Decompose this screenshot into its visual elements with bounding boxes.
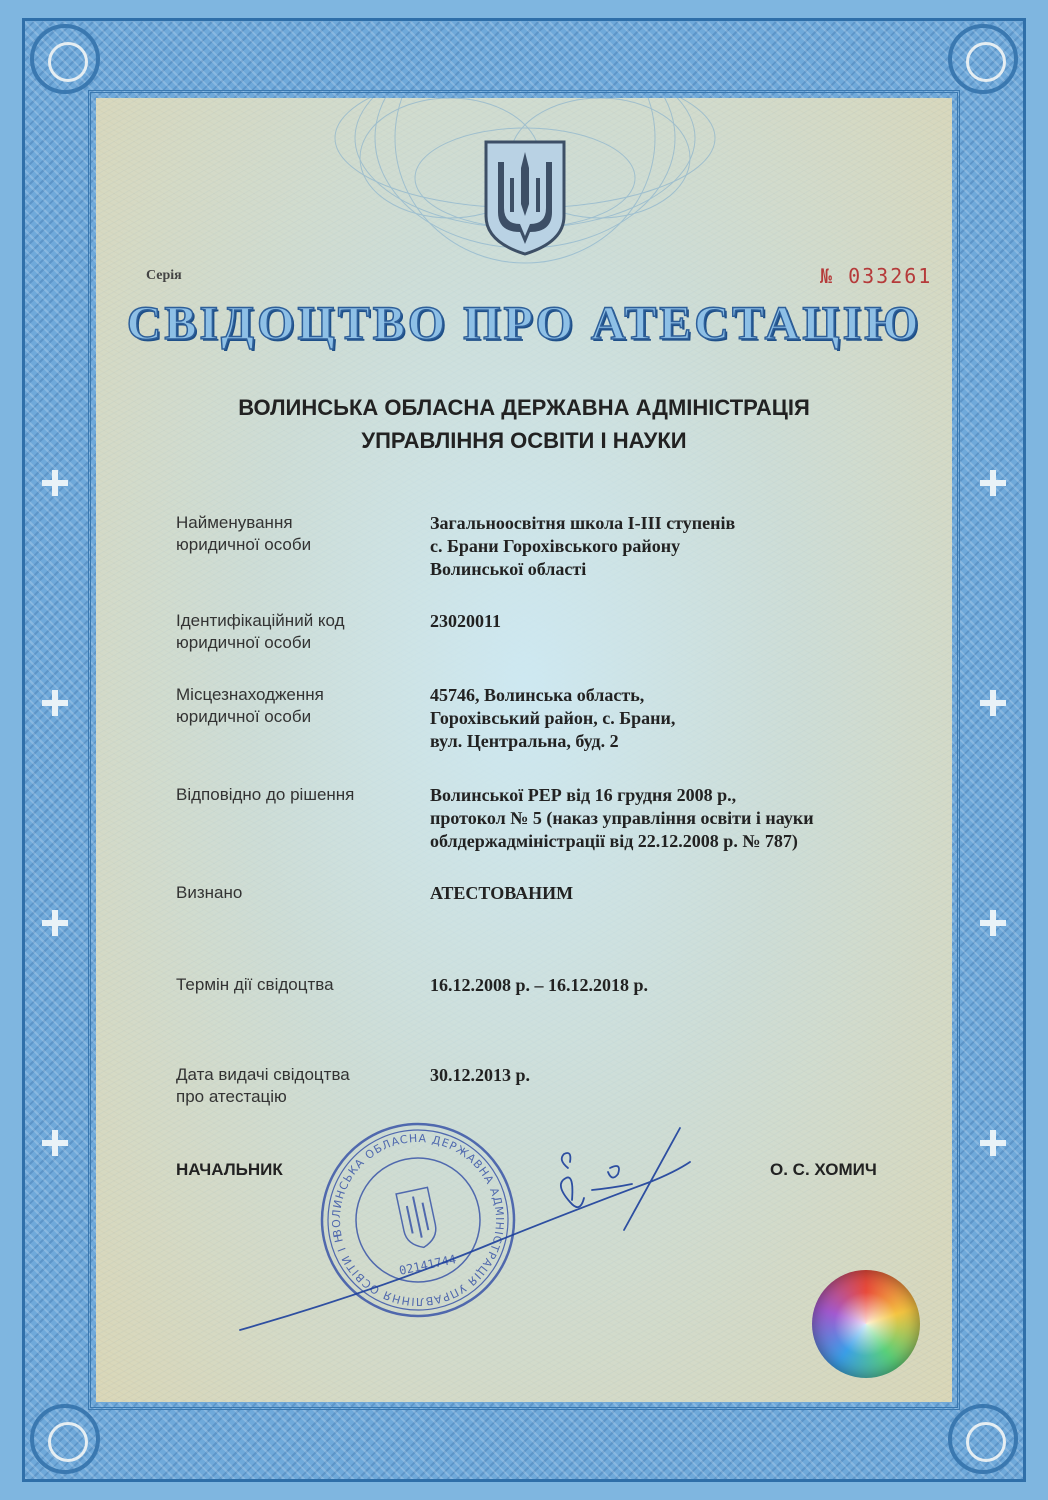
value-line: с. Брани Горохівського району (430, 536, 681, 556)
issuer-department: УПРАВЛІННЯ ОСВІТИ І НАУКИ (361, 428, 687, 453)
border-cross-ornament (980, 470, 1006, 496)
value-line: Загальноосвітня школа І-ІІІ ступенів (430, 513, 736, 533)
signer-position: НАЧАЛЬНИК (176, 1160, 283, 1179)
label-line: Термін дії свідоцтва (176, 975, 334, 994)
label-line: Визнано (176, 883, 243, 902)
field-value-decision (430, 784, 940, 853)
field-value-validity (430, 974, 940, 997)
value-line: 16.12.2008 р. – 16.12.2018 р. (430, 975, 649, 995)
certificate-number: № 033261 (820, 264, 933, 288)
value-line: облдержадміністрації від 22.12.2008 р. № 787) (430, 831, 798, 851)
label-line: Ідентифікаційний код (176, 611, 345, 630)
value-line: 30.12.2013 р. (430, 1065, 531, 1085)
field-label-id-code (176, 610, 416, 654)
label-line: юридичної особи (176, 707, 312, 726)
value-line: 45746, Волинська область, (430, 685, 645, 705)
field-value-recognized (430, 882, 940, 905)
corner-ornament (948, 1404, 1018, 1474)
field-label-location (176, 684, 416, 728)
border-cross-ornament (42, 1130, 68, 1156)
field-value-location (430, 684, 940, 753)
document-title: СВІДОЦТВО ПРО АТЕСТАЦІЮ (126, 297, 922, 350)
value-line: вул. Центральна, буд. 2 (430, 731, 619, 751)
field-label-entity-name (176, 512, 416, 556)
label-line: юридичної особи (176, 535, 312, 554)
border-cross-ornament (42, 470, 68, 496)
label-line: Найменування (176, 513, 293, 532)
field-label-issue-date (176, 1064, 416, 1108)
border-cross-ornament (42, 910, 68, 936)
label-line: юридичної особи (176, 633, 312, 652)
value-line: АТЕСТОВАНИМ (430, 883, 574, 903)
value-line: Волинської РЕР від 16 грудня 2008 р., (430, 785, 737, 805)
field-value-entity-name (430, 512, 940, 581)
field-value-issue-date (430, 1064, 940, 1087)
stamp-ring-text: ВОЛИНСЬКА ОБЛАСНА ДЕРЖАВНА АДМІНІСТРАЦІЯ УПРАВЛІННЯ ОСВІТИ І НАУКИ (329, 1131, 507, 1309)
stamp-code: 02141744 (397, 1252, 458, 1278)
label-line: Відповідно до рішення (176, 785, 355, 804)
value-line: 23020011 (430, 611, 502, 631)
field-label-recognized (176, 882, 416, 904)
coat-of-arms-icon (482, 138, 568, 258)
field-label-decision (176, 784, 416, 806)
border-cross-ornament (980, 1130, 1006, 1156)
label-line: Дата видачі свідоцтва (176, 1065, 350, 1084)
issuer-name: ВОЛИНСЬКА ОБЛАСНА ДЕРЖАВНА АДМІНІСТРАЦІЯ (238, 395, 810, 420)
signature-scribble (220, 1120, 700, 1350)
field-value-id-code (430, 610, 940, 633)
value-line: Горохівський район, с. Брани, (430, 708, 676, 728)
field-label-validity (176, 974, 416, 996)
corner-ornament (30, 24, 100, 94)
border-cross-ornament (42, 690, 68, 716)
series-label: Серія (146, 268, 182, 283)
value-line: Волинської області (430, 559, 587, 579)
label-line: Місцезнаходження (176, 685, 324, 704)
border-cross-ornament (980, 690, 1006, 716)
signer-name: О. С. ХОМИЧ (770, 1160, 877, 1179)
border-cross-ornament (980, 910, 1006, 936)
value-line: протокол № 5 (наказ управління освіти і науки (430, 808, 814, 828)
corner-ornament (948, 24, 1018, 94)
corner-ornament (30, 1404, 100, 1474)
label-line: про атестацію (176, 1087, 287, 1106)
hologram-seal (812, 1270, 920, 1378)
